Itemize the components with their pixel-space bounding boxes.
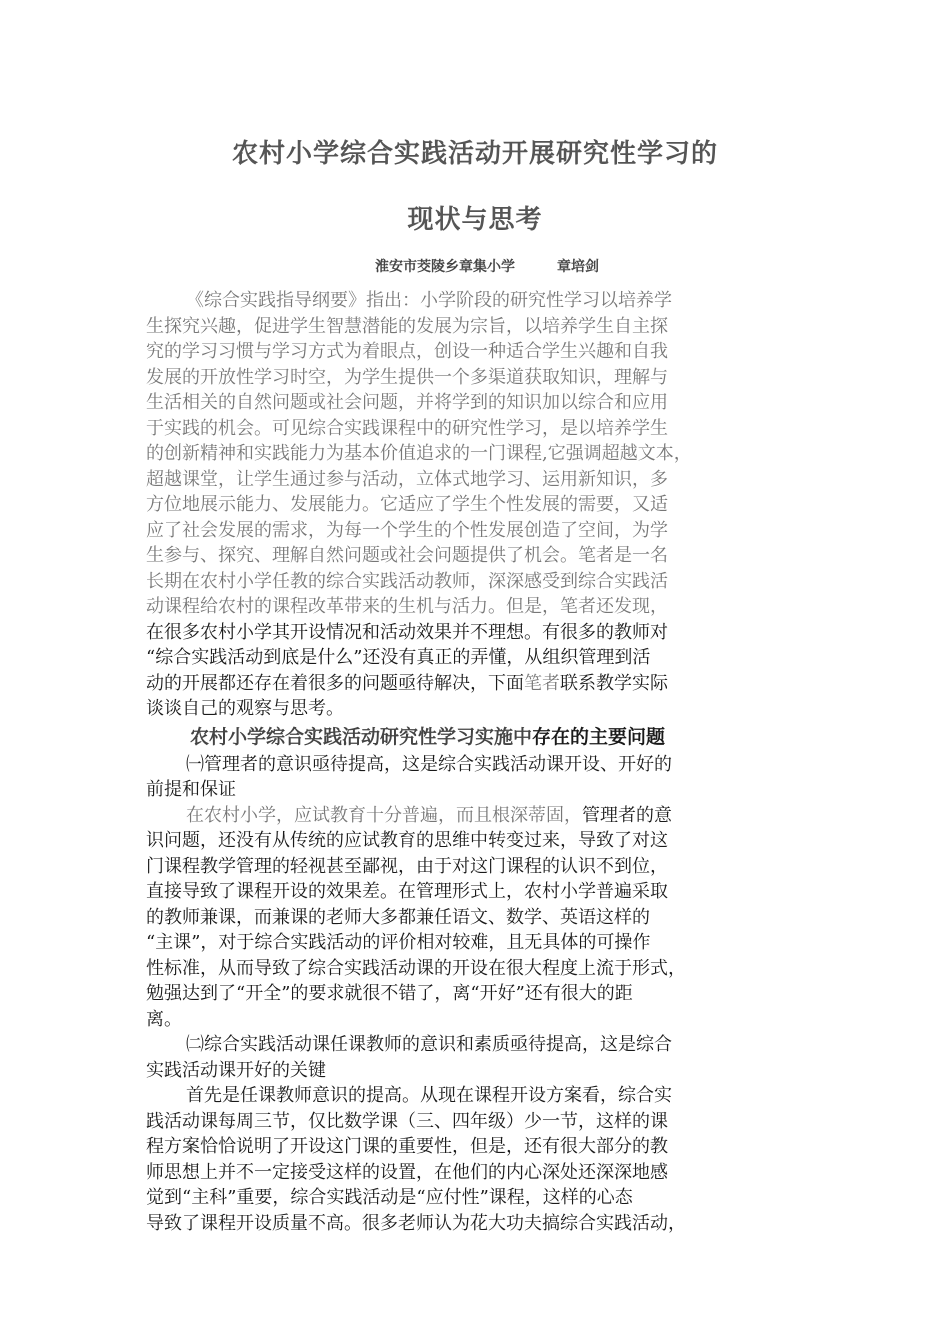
document-title-line1: 农村小学综合实践活动开展研究性学习的 <box>231 139 718 169</box>
text-line: 长期在农村小学任教的综合实践活动教师，深深感受到综合实践活 <box>146 570 668 592</box>
text-line: 首先是任课教师意识的提高。从现在课程开设方案看，综合实 <box>186 1085 672 1106</box>
section-heading-part-b: 存在的主要问题 <box>532 725 666 748</box>
text-line: 的教师兼课，而兼课的老师大多都兼任语文、数学、英语这样的 <box>146 906 650 928</box>
text-segment: 在农村小学，应试教育十分普遍，而且根深蒂固， <box>186 804 582 826</box>
text-line: 谈谈自己的观察与思考。 <box>146 698 344 719</box>
text-line: 应了社会发展的需求，为每一个学生的个性发展创造了空间，为学 <box>146 519 668 541</box>
text-line: 动课程给农村的课程改革带来的生机与活力。但是，笔者还发现， <box>146 596 668 617</box>
author-school: 淮安市茭陵乡章集小学 <box>375 259 515 275</box>
text-segment: 动的开展都还存在着很多的问题亟待解决，下面 <box>146 672 524 694</box>
document-body <box>146 288 816 1236</box>
text-line: 《综合实践指导纲要》指出：小学阶段的研究性学习以培养学 <box>186 290 672 311</box>
text-line: 门课程教学管理的轻视甚至鄙视，由于对这门课程的认识不到位， <box>146 855 668 877</box>
point-heading-line: 前提和保证 <box>146 779 236 800</box>
text-line: 勉强达到了“开全”的要求就很不错了，离“开好”还有很大的距 <box>146 983 633 1004</box>
text-line: 性标准，从而导致了综合实践活动课的开设在很大程度上流于形式， <box>146 957 686 979</box>
text-line: 生活相关的自然问题或社会问题，并将学到的知识加以综合和应用 <box>146 392 668 413</box>
text-line: 发展的开放性学习时空，为学生提供一个多渠道获取知识，理解与 <box>146 366 668 388</box>
text-line: 直接导致了课程开设的效果差。在管理形式上，农村小学普遍采取 <box>146 881 668 902</box>
point-heading-line: ㈡综合实践活动课任课教师的意识和素质亟待提高，这是综合 <box>186 1034 672 1055</box>
section-heading-part-a: 农村小学综合实践活动研究性学习实施中 <box>190 725 533 748</box>
author-name: 章培剑 <box>557 259 599 275</box>
point-1 <box>146 752 816 1033</box>
text-segment: 联系教学实际 <box>560 672 668 694</box>
text-line <box>146 803 816 829</box>
intro-paragraph <box>146 288 816 722</box>
text-line: 的创新精神和实践能力为基本价值追求的一门课程,它强调超越文本， <box>146 443 692 464</box>
text-line: 在很多农村小学其开设情况和活动效果并不理想。有很多的教师对 <box>146 621 668 643</box>
text-line: 程方案恰恰说明了开设这门课的重要性，但是，还有很大部分的教 <box>146 1136 668 1157</box>
text-line: 方位地展示能力、发展能力。它适应了学生个性发展的需要，又适 <box>146 494 668 515</box>
text-line: “综合实践活动到底是什么”还没有真正的弄懂，从组织管理到活 <box>146 647 651 668</box>
text-line: 生探究兴趣，促进学生智慧潜能的发展为宗旨，以培养学生自主探 <box>146 315 668 337</box>
text-line: “主课”，对于综合实践活动的评价相对较难，且无具体的可操作 <box>146 932 651 953</box>
text-line: 生参与、探究、理解自然问题或社会问题提供了机会。笔者是一名 <box>146 545 668 566</box>
text-line: 于实践的机会。可见综合实践课程中的研究性学习，是以培养学生 <box>146 417 668 439</box>
text-line: 离。 <box>146 1008 182 1030</box>
text-line: 觉到“主科”重要，综合实践活动是“应付性”课程，这样的心态 <box>146 1187 633 1208</box>
section-heading <box>146 722 816 752</box>
byline <box>375 256 599 276</box>
point-heading-line: ㈠管理者的意识亟待提高，这是综合实践活动课开设、开好的 <box>186 753 672 775</box>
document-title-line2: 现状与思考 <box>407 205 543 235</box>
text-line <box>146 671 816 697</box>
text-line: 导致了课程开设质量不高。很多老师认为花大功夫搞综合实践活动， <box>146 1212 686 1234</box>
text-segment: 管理者的意 <box>582 804 672 826</box>
text-line: 究的学习习惯与学习方式为着眼点，创设一种适合学生兴趣和自我 <box>146 341 668 362</box>
text-line: 师思想上并不一定接受这样的设置，在他们的内心深处还深深地感 <box>146 1161 668 1183</box>
text-line: 超越课堂，让学生通过参与活动，立体式地学习、运用新知识，多 <box>146 468 668 490</box>
text-segment: 笔者 <box>524 672 560 694</box>
text-line: 识问题，还没有从传统的应试教育的思维中转变过来，导致了对这 <box>146 830 668 851</box>
point-2 <box>146 1032 816 1236</box>
point-heading-line: 实践活动课开好的关键 <box>146 1059 326 1081</box>
text-line: 践活动课每周三节，仅比数学课（三、四年级）少一节，这样的课 <box>146 1110 668 1132</box>
